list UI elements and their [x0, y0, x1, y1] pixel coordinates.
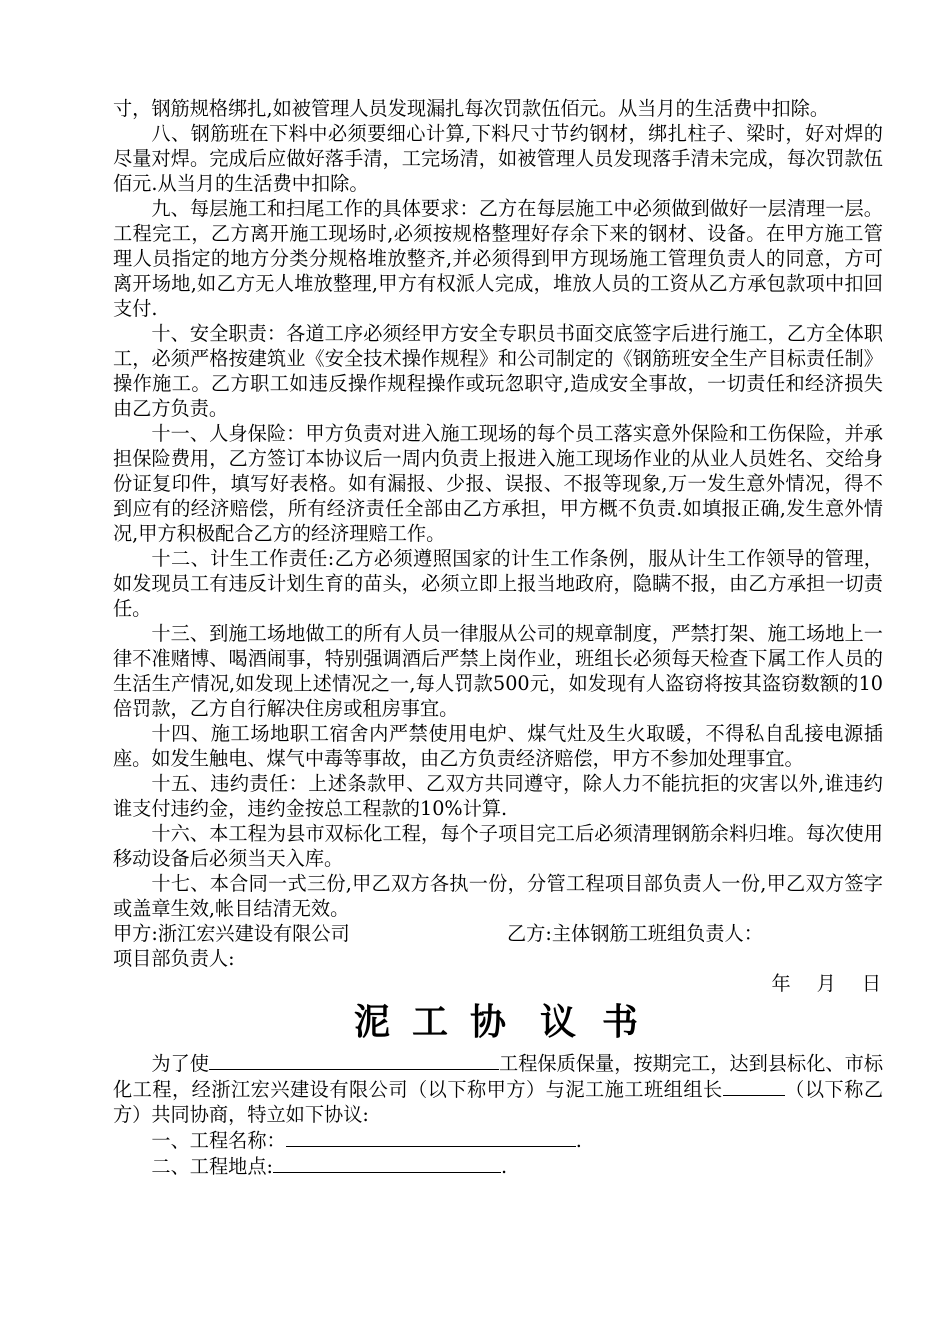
clause-15: 十五、违约责任：上述条款甲、乙双方共同遵守，除人力不能抗拒的灾害以外,谁违约谁支付违约金，违约金按总工程款的10%计算.	[113, 772, 883, 820]
clause-13: 十三、到施工场地做工的所有人员一律服从公司的规章制度，严禁打架、施工场地上一律不准赌博、喝酒闹事，特别强调酒后严禁上岗作业，班组长必须每天检查下属工作人员的生活生产情况,如发现上述情况之一,每人罚款500元，如发现有人盗窃将按其盗窃数额的10倍罚款，乙方自行解决住房或租房事宜。	[113, 622, 883, 720]
signature-row	[113, 921, 883, 946]
date-year: 年	[771, 972, 791, 995]
agreement-title	[113, 1002, 883, 1042]
clause-8: 八、钢筋班在下料中必须要细心计算,下料尺寸节约钢材，绑扎柱子、梁时，好对焊的尽量对焊。完成后应做好落手清，工完场清，如被管理人员发现落手清未完成，每次罚款伍佰元.从当月的生活费中扣除。	[113, 122, 883, 195]
title-char-3: 协	[469, 1001, 510, 1043]
date-line	[113, 971, 883, 996]
item-project-location: 二、工程地点: .	[151, 1155, 508, 1178]
item-project-name: 一、工程名称： .	[151, 1129, 582, 1152]
title-char-1: 泥	[353, 1001, 394, 1043]
agreement-intro: 为了使 工程保质保量，按期完工，达到县标化、市标化工程，经浙江宏兴建设有限公司（以下称甲方）与泥工施工班组组长 （以下称乙方）共同协商，特立如下协议:	[113, 1052, 884, 1126]
project-manager-signature: 项目部负责人:	[113, 947, 235, 970]
clause-11: 十一、人身保险：甲方负责对进入施工现场的每个员工落实意外保险和工伤保险，并承担保险费用，乙方签订本协议后一周内负责上报进入施工现场作业的从业人员姓名、交给身份证复印件，填写好表格。如有漏报、少报、误报、不报等现象,万一发生意外情况，得不到应有的经济赔偿，所有经济责任全部由乙方承担，甲方概不负责.如填报正确,发生意外情况,甲方积极配合乙方的经济理赔工作。	[113, 422, 883, 545]
party-b-signature: 乙方:主体钢筋工班组负责人：	[507, 922, 763, 945]
title-char-5: 书	[602, 1001, 643, 1043]
title-char-4: 议	[540, 1001, 581, 1043]
clause-12: 十二、计生工作责任:乙方必须遵照国家的计生工作条例，服从计生工作领导的管理，如发现员工有违反计划生育的苗头，必须立即上报当地政府，隐瞒不报，由乙方承担一切责任。	[113, 547, 883, 620]
clause-9: 九、每层施工和扫尾工作的具体要求：乙方在每层施工中必须做到做好一层清理一层。工程完工，乙方离开施工现场时,必须按规格整理好存余下来的钢材、设备。在甲方施工管理人员指定的地方分类分规格堆放整齐,并必须得到甲方现场施工管理负责人的同意，方可离开场地,如乙方无人堆放整理,甲方有权派人完成，堆放人员的工资从乙方承包款项中扣回支付.	[113, 197, 883, 320]
party-a-signature: 甲方:浙江宏兴建设有限公司	[113, 922, 350, 945]
title-char-2: 工	[411, 1001, 452, 1043]
date-day: 日	[861, 972, 881, 995]
document-body	[113, 96, 883, 1179]
clause-16: 十六、本工程为县市双标化工程，每个子项目完工后必须清理钢筋余料归堆。每次使用移动设备后必须当天入库。	[113, 822, 883, 870]
team-leader-blank[interactable]	[723, 1076, 785, 1096]
project-name-blank[interactable]	[286, 1127, 576, 1147]
clause-14: 十四、施工场地职工宿舍内严禁使用电炉、煤气灶及生火取暖，不得私自乱接电源插座。如发生触电、煤气中毒等事故，由乙方负责经济赔偿，甲方不参加处理事宜。	[113, 722, 883, 770]
clause-10: 十、安全职责：各道工序必须经甲方安全专职员书面交底签字后进行施工，乙方全体职工，必须严格按建筑业《安全技术操作规程》和公司制定的《钢筋班安全生产目标责任制》操作施工。乙方职工如违反操作规程操作或玩忽职守,造成安全事故，一切责任和经济损失由乙方负责。	[113, 322, 883, 420]
date-month: 月	[816, 972, 836, 995]
clause-17: 十七、本合同一式三份,甲乙双方各执一份，分管工程项目部负责人一份,甲乙双方签字或盖章生效,帐目结清无效。	[113, 872, 883, 920]
clause-7-continuation: 寸，钢筋规格绑扎,如被管理人员发现漏扎每次罚款伍佰元。从当月的生活费中扣除。	[113, 97, 830, 120]
project-blank[interactable]	[209, 1050, 499, 1070]
project-location-blank[interactable]	[273, 1153, 501, 1173]
